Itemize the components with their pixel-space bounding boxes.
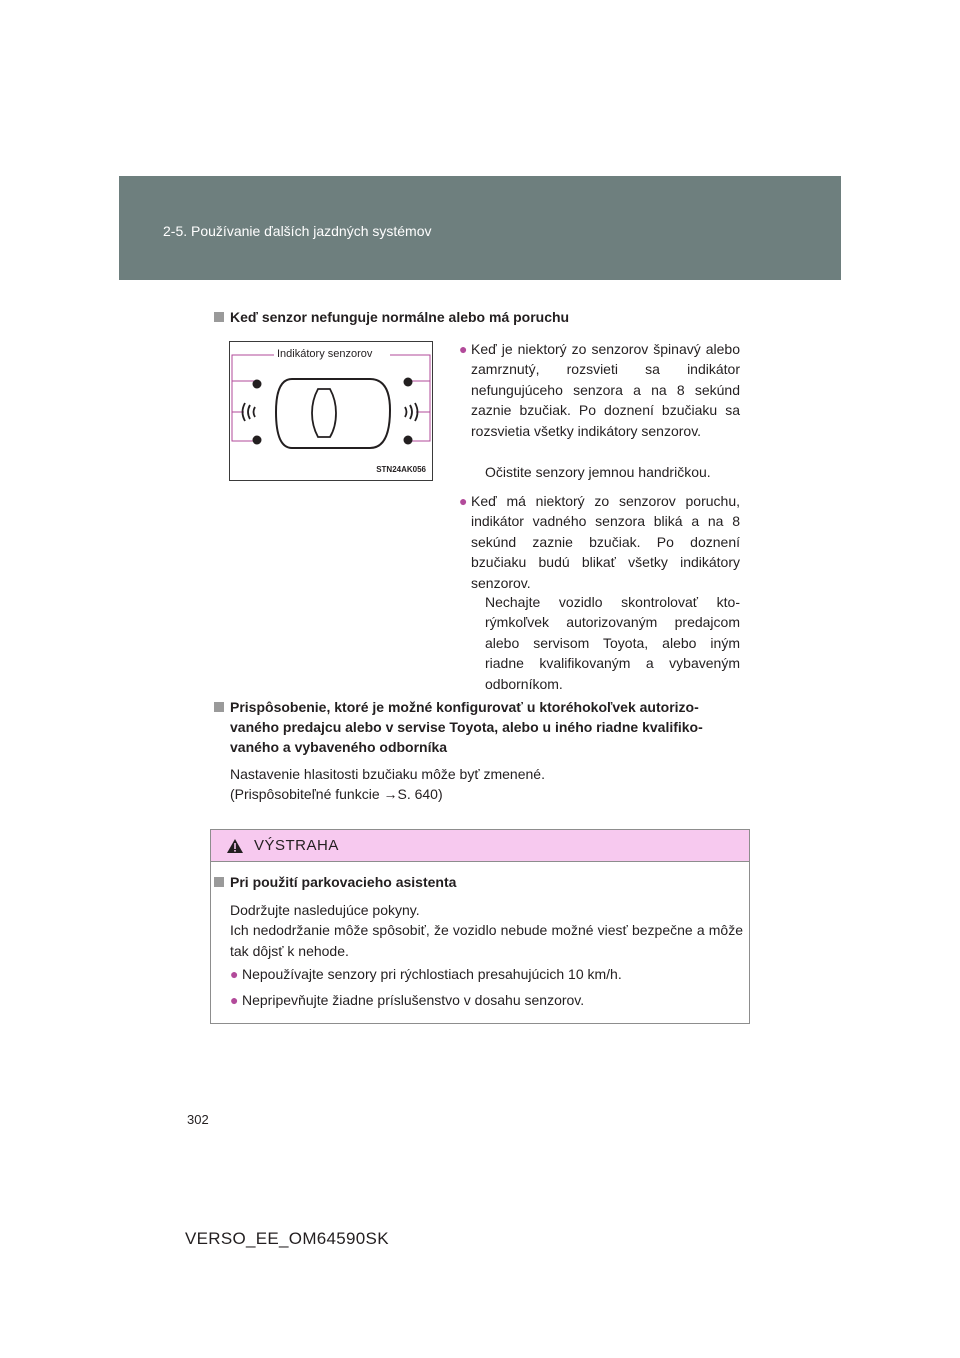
note-service: Nechajte vozidlo skontrolovať kto-rýmkoľvek autorizovaným predajcom alebo servisom Toyota, alebo iným riadne kvalifikovaným a vybaveným odborníkom.: [485, 594, 740, 692]
warning-bullet-accessories: ● Nepripevňujte žiadne príslušenstvo v dosahu senzorov.: [230, 990, 743, 1010]
diagram-label: Indikátory senzorov: [274, 348, 375, 360]
page-number: 302: [187, 1112, 209, 1127]
square-bullet-icon: [214, 702, 224, 712]
warning-header: [211, 830, 749, 862]
circle-bullet-icon: ●: [230, 966, 239, 982]
customization-body: Nastavenie hlasitosti bzučiaku môže byť zmenené. (Prispôsobiteľné funkcie →S. 640): [230, 766, 545, 803]
square-bullet-icon: [214, 877, 224, 887]
diagram-code: STN24AK056: [376, 465, 426, 474]
header-band: [119, 176, 841, 280]
car-sensor-illustration: [230, 342, 434, 482]
circle-bullet-icon: ●: [459, 493, 468, 509]
warning-subtitle: Pri použití parkovacieho asistenta: [214, 872, 456, 892]
warning-box: [210, 829, 750, 1024]
warning-body: Dodržujte nasledujúce pokyny. Ich nedodržanie môže spôsobiť, že vozidlo nebude možné viesť bezpečne a môže tak dôjsť k nehode.: [230, 902, 743, 959]
section-title-malfunction: Keď senzor nefunguje normálne alebo má poruchu: [214, 307, 569, 327]
bullet-faulty-sensor: ● Keď má niektorý zo senzorov poruchu, indikátor vadného senzora bliká a na 8 sekúnd zaznie bzučiak. Po doznení bzučiaku budú blikať všetky indikátory senzorov.: [459, 493, 740, 591]
square-bullet-icon: [214, 312, 224, 322]
warning-triangle-icon: [226, 838, 244, 854]
circle-bullet-icon: ●: [459, 341, 468, 357]
breadcrumb: 2-5. Používanie ďalších jazdných systémov: [163, 223, 432, 239]
warning-title: VÝSTRAHA: [254, 837, 339, 854]
bullet-dirty-sensor: ● Keď je niektorý zo senzorov špinavý alebo zamrznutý, rozsvieti sa indikátor nefungujúceho senzora a na 8 sekúnd zaznie bzučiak. Po doznení bzučiaku sa rozsvietia všetky indikátory senzorov.: [459, 341, 740, 439]
circle-bullet-icon: ●: [230, 992, 239, 1008]
section-title-customization: Prispôsobenie, ktoré je možné konfigurovať u ktoréhokoľvek autorizo- vaného predajcu alebo v servise Toyota, alebo u iného riadne kvalifiko- vaného a vybaveného odborníka: [214, 697, 754, 757]
sensor-indicators-diagram: [229, 341, 433, 481]
note-clean-sensors: Očistite senzory jemnou handričkou.: [485, 464, 711, 480]
document-code: VERSO_EE_OM64590SK: [185, 1229, 389, 1248]
warning-bullet-speed: ● Nepoužívajte senzory pri rýchlostiach presahujúcich 10 km/h.: [230, 964, 743, 984]
